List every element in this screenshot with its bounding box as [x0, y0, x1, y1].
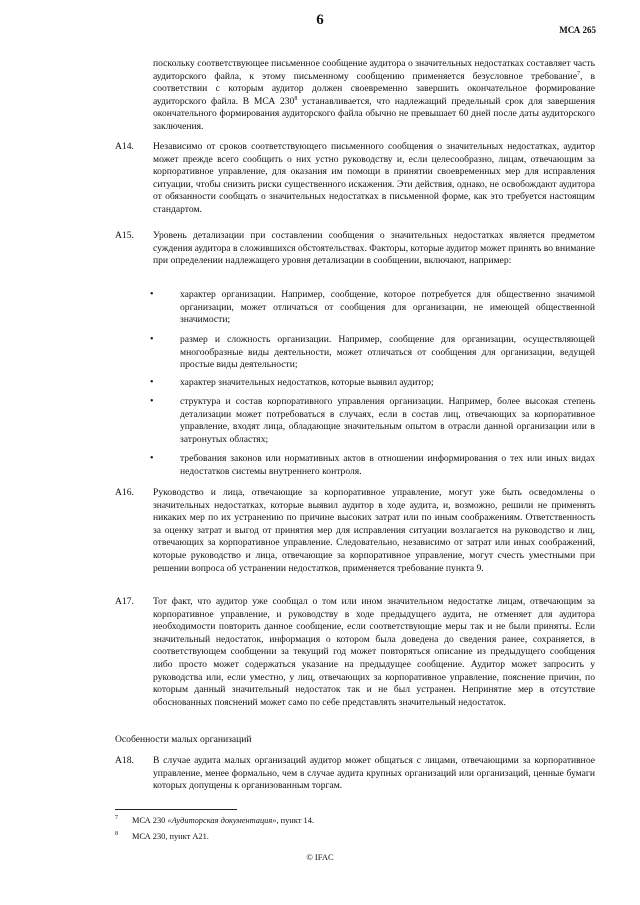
list-item-text: характер значительных недостатков, которые выявил аудитор;	[180, 377, 434, 388]
paragraph-number: A16.	[115, 487, 134, 498]
paragraph-number: A15.	[115, 230, 134, 241]
footnote-text-plain: МСА 230	[132, 816, 168, 825]
paragraph-a18	[115, 755, 595, 793]
paragraph-text: Уровень детализации при составлении сообщения о значительных недостатках является предметом суждения аудитора в сложившихся обстоятельствах. Факторы, которые аудитор может принять во внимание при определении надлежащего уровня детализации в сообщении, включают, например:	[153, 230, 595, 267]
list-item-text: размер и сложность организации. Например, сообщение для организации, осуществляющей многообразные виды деятельности, может отличаться от сообщения для организации, ведущей простые виды деятельности;	[180, 334, 595, 371]
bullet-icon: •	[150, 334, 154, 345]
list-item-text: структура и состав корпоративного управления организации. Например, более высокая степень детализации может потребоваться в случаях, если в состав лиц, отвечающих за корпоративное управление, входят лица, обладающие значительным опытом в отрасли данной организации или в затронутых областях;	[180, 396, 595, 445]
bullet-icon: •	[150, 377, 154, 388]
paragraph-a15	[115, 230, 595, 268]
paragraph-number: A14.	[115, 141, 134, 152]
continuation-text-2: , в соответствии с которым аудитор должен своевременно завершить окончательное формирование аудиторского файла. В МСА 230	[153, 70, 595, 107]
copyright-footer: © IFAC	[306, 852, 334, 862]
list-item	[150, 453, 595, 478]
continuation-text-1: поскольку соответствующее письменное сообщение аудитора о значительных недостатках составляет часть аудиторского файла, к этому письменному сообщению применяется безусловное требование	[153, 58, 595, 82]
list-item-text: характер организации. Например, сообщение, которое потребуется для общественно значимой организации, может отличаться от сообщения для организации, не имеющей общественной значимости;	[180, 289, 595, 326]
paragraph-a14	[115, 141, 595, 217]
paragraph-number: A17.	[115, 596, 134, 607]
paragraph-number: A18.	[115, 755, 134, 766]
list-item	[150, 289, 595, 327]
footnote-text-tail: , пункт 14.	[276, 816, 314, 825]
list-item-text: требования законов или нормативных актов в отношении информирования о тех или иных видах недостатков системы внутреннего контроля.	[180, 453, 595, 477]
footnote-text: МСА 230, пункт A21.	[132, 832, 209, 841]
footnote-ref-8[interactable]: 8	[294, 95, 298, 102]
standard-code: МСА 265	[559, 25, 596, 35]
continuation-text-3: устанавливается, что надлежащий предельный срок для завершения окончательного формирования аудиторского файла обычно не превышает 60 дней после даты аудиторского заключения.	[153, 95, 595, 132]
paragraph-a16	[115, 487, 595, 575]
bullet-icon: •	[150, 396, 154, 407]
list-item	[150, 377, 595, 390]
paragraph-text: Руководство и лица, отвечающие за корпоративное управление, могут уже быть осведомлены о значительных недостатках, которые выявил аудитор в ходе аудита, и, возможно, решили не применять никаких мер по их устранению по причине высоких затрат или по иным соображениям. Ответственность за оценку затрат и выгод от принятия мер для исправления ситуации возлагается на руководство и лиц, отвечающих за корпоративное управление. Следовательно, независимо от затрат или иных соображений, которые руководство и лица, отвечающие за корпоративное управление, могут счесть уместными при решении вопроса об устранении недостатков, применяется требование пункта 9.	[153, 487, 595, 574]
footnote-text	[132, 815, 314, 826]
footnote-mark: 8	[115, 831, 118, 837]
continuation-paragraph	[153, 58, 595, 134]
footnote-divider	[115, 809, 237, 810]
paragraph-text: Тот факт, что аудитор уже сообщал о том или ином значительном недостатке лицам, отвечающим за корпоративное управление, и руководству в ходе предыдущего аудита, не отменяет для аудитора необходимости повторить данное сообщение, если соответствующие меры так и не были приняты. Если значительный недостаток, информация о котором была доведена до сведения ранее, сохраняется, в соответствующем сообщении за текущий год может повторяться описание из предыдущего сообщения либо просто может содержаться указание на предыдущее сообщение. Аудитор может запросить у руководства или, если уместно, у лиц, отвечающих за корпоративное управление, пояснение причин, по которым данный значительный недостаток так и не был устранен. Непринятие мер в отсутствие обоснованных пояснений может само по себе представлять значительный недостаток.	[153, 596, 595, 708]
section-heading: Особенности малых организаций	[115, 734, 252, 745]
page-number: 6	[316, 12, 324, 28]
bullet-icon: •	[150, 289, 154, 300]
list-item	[150, 396, 595, 446]
bullet-icon: •	[150, 453, 154, 464]
list-item	[150, 334, 595, 372]
footnote-ref-7[interactable]: 7	[577, 70, 581, 77]
paragraph-a17	[115, 596, 595, 709]
paragraph-text: В случае аудита малых организаций аудитор может общаться с лицами, отвечающими за корпоративное управление, менее формально, чем в случае аудита крупных организаций или организаций, ценные бумаги которых допущены к организованным торгам.	[153, 755, 595, 792]
footnote-title: «Аудиторская документация»	[167, 816, 277, 825]
paragraph-text: Независимо от сроков соответствующего письменного сообщения о значительных недостатках, аудитор может прежде всего сообщить о них устно руководству и, если целесообразно, лицам, отвечающим за корпоративное управление, для оказания им помощи в принятии своевременных мер для исправления ситуации, чтобы снизить риски существенного искажения. Эти действия, однако, не освобождают аудитора от обязанности сообщать о значительных недостатках в письменной форме, как это требуется настоящим стандартом.	[153, 141, 595, 215]
footnote-mark: 7	[115, 815, 118, 821]
